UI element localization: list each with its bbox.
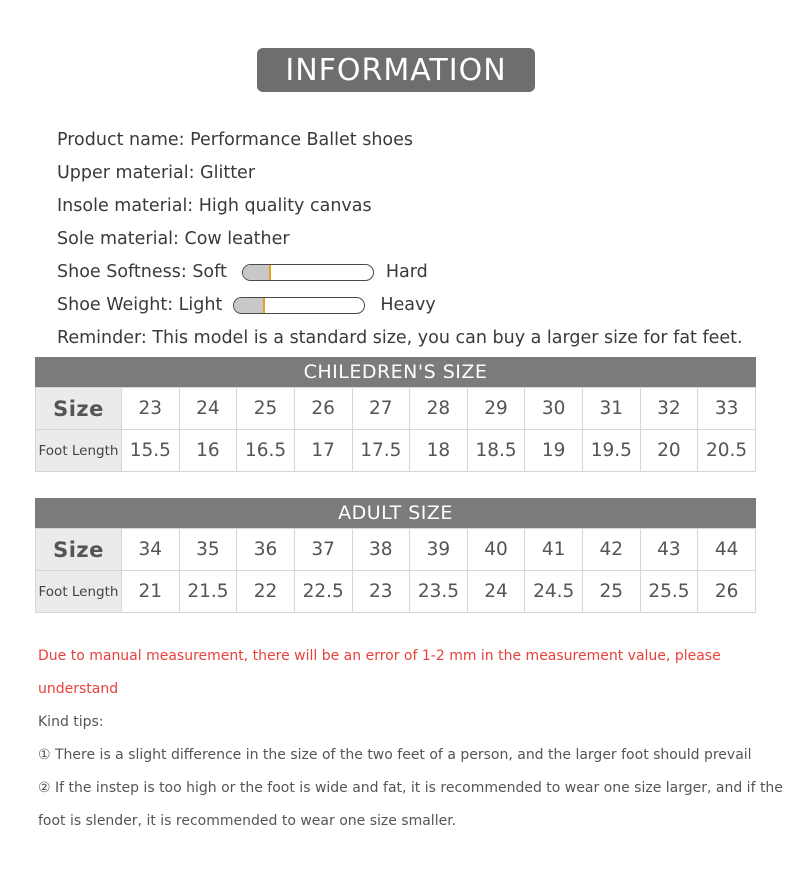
insole-material: Insole material: High quality canvas — [57, 196, 372, 216]
size-cell: 35 — [179, 529, 237, 571]
size-cell: 41 — [525, 529, 583, 571]
product-info — [57, 124, 777, 355]
size-cell: 42 — [583, 529, 641, 571]
foot-length-cell: 24 — [467, 571, 525, 613]
weight-row — [57, 289, 777, 322]
foot-length-cell: 16.5 — [237, 430, 295, 472]
foot-length-cell: 15.5 — [122, 430, 180, 472]
adult-size-title: ADULT SIZE — [35, 498, 756, 528]
tip-2: ② If the instep is too high or the foot is wide and fat, it is recommended to wear one size larger, and if the — [38, 780, 783, 796]
foot-length-cell: 19 — [525, 430, 583, 472]
adult-size-chart — [35, 498, 756, 613]
weight-fill — [234, 298, 263, 313]
foot-length-cell: 25.5 — [640, 571, 698, 613]
foot-length-cell: 21 — [122, 571, 180, 613]
foot-length-row-label: Foot Length — [36, 430, 122, 472]
children-size-table — [35, 387, 756, 472]
foot-length-row-label: Foot Length — [36, 571, 122, 613]
measurement-warning-cont: understand — [38, 681, 119, 697]
size-cell: 36 — [237, 529, 295, 571]
foot-length-cell: 23.5 — [410, 571, 468, 613]
foot-length-cell: 18 — [410, 430, 468, 472]
table-row — [36, 571, 756, 613]
upper-material: Upper material: Glitter — [57, 163, 256, 183]
size-cell: 39 — [410, 529, 468, 571]
foot-length-cell: 24.5 — [525, 571, 583, 613]
softness-scale — [242, 264, 374, 281]
weight-label: Shoe Weight: Light — [57, 295, 223, 315]
size-row-label: Size — [36, 529, 122, 571]
foot-length-cell: 26 — [698, 571, 756, 613]
table-row — [36, 430, 756, 472]
size-cell: 37 — [294, 529, 352, 571]
tip-1: ① There is a slight difference in the size of the two feet of a person, and the larger foot should prevail — [38, 747, 752, 763]
size-cell: 28 — [410, 388, 468, 430]
size-cell: 25 — [237, 388, 295, 430]
size-cell: 31 — [583, 388, 641, 430]
size-cell: 26 — [294, 388, 352, 430]
page-title: INFORMATION — [257, 48, 535, 92]
weight-marker — [263, 298, 265, 313]
notes — [38, 640, 783, 838]
size-cell: 38 — [352, 529, 410, 571]
softness-row — [57, 256, 777, 289]
table-row — [36, 388, 756, 430]
softness-end-label: Hard — [385, 262, 428, 282]
children-size-title: CHILEDREN'S SIZE — [35, 357, 756, 387]
size-cell: 43 — [640, 529, 698, 571]
foot-length-cell: 23 — [352, 571, 410, 613]
foot-length-cell: 17.5 — [352, 430, 410, 472]
softness-label: Shoe Softness: Soft — [57, 262, 227, 282]
foot-length-cell: 19.5 — [583, 430, 641, 472]
weight-end-label: Heavy — [380, 295, 436, 315]
size-cell: 29 — [467, 388, 525, 430]
tips-title: Kind tips: — [38, 714, 104, 730]
size-row-label: Size — [36, 388, 122, 430]
softness-fill — [243, 265, 269, 280]
softness-marker — [269, 265, 271, 280]
foot-length-cell: 22.5 — [294, 571, 352, 613]
measurement-warning: Due to manual measurement, there will be an error of 1-2 mm in the measurement value, please — [38, 648, 721, 664]
foot-length-cell: 18.5 — [467, 430, 525, 472]
foot-length-cell: 17 — [294, 430, 352, 472]
tip-2-cont: foot is slender, it is recommended to wear one size smaller. — [38, 813, 457, 829]
foot-length-cell: 16 — [179, 430, 237, 472]
size-cell: 23 — [122, 388, 180, 430]
size-cell: 27 — [352, 388, 410, 430]
adult-size-table — [35, 528, 756, 613]
size-cell: 30 — [525, 388, 583, 430]
size-cell: 33 — [698, 388, 756, 430]
size-cell: 44 — [698, 529, 756, 571]
foot-length-cell: 25 — [583, 571, 641, 613]
size-cell: 24 — [179, 388, 237, 430]
size-cell: 34 — [122, 529, 180, 571]
children-size-chart — [35, 357, 756, 472]
sole-material: Sole material: Cow leather — [57, 229, 290, 249]
foot-length-cell: 20 — [640, 430, 698, 472]
foot-length-cell: 22 — [237, 571, 295, 613]
size-cell: 40 — [467, 529, 525, 571]
product-name: Product name: Performance Ballet shoes — [57, 130, 413, 150]
reminder: Reminder: This model is a standard size, you can buy a larger size for fat feet. — [57, 328, 743, 348]
weight-scale — [233, 297, 365, 314]
foot-length-cell: 21.5 — [179, 571, 237, 613]
foot-length-cell: 20.5 — [698, 430, 756, 472]
size-cell: 32 — [640, 388, 698, 430]
table-row — [36, 529, 756, 571]
